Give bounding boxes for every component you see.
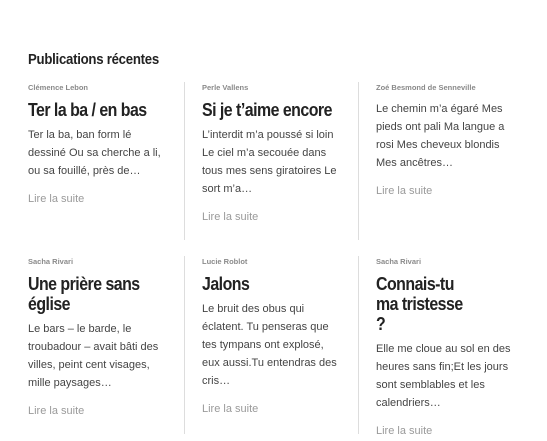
post-card <box>28 256 184 419</box>
read-more-link[interactable]: Lire la suite <box>28 405 85 417</box>
read-more-link[interactable]: Lire la suite <box>202 211 259 223</box>
post-card <box>28 82 184 207</box>
post-card <box>202 256 358 417</box>
post-title[interactable]: Jalons <box>202 273 250 294</box>
post-excerpt: Le chemin m’a égaré Mes pieds ont pali Ma langue a rosi Mes cheveux blondis Mes ancêtres… <box>376 103 505 169</box>
post-excerpt: Le bars – le barde, le troubadour – avait bâti des villes, peint cent visages, mille paysages… <box>28 323 159 389</box>
post-excerpt: Ter la ba, ban form lé dessiné Ou sa cherche a li, ou sa fouillé, près de… <box>28 129 161 177</box>
post-author: Sacha Rivari <box>28 257 74 266</box>
section-title: Publications récentes <box>28 51 159 68</box>
post-card <box>376 256 532 439</box>
read-more-link[interactable]: Lire la suite <box>376 425 433 437</box>
post-excerpt: L’interdit m’a poussé si loin Le ciel m’a secouée dans tous mes sens giratoires Le sort m’a… <box>202 129 337 195</box>
post-title[interactable]: Une prière sans église <box>28 273 140 314</box>
post-author: Lucie Roblot <box>202 257 248 266</box>
post-card <box>376 82 532 199</box>
recent-publications-section <box>28 50 538 437</box>
post-author: Sacha Rivari <box>376 257 422 266</box>
post-author: Zoé Besmond de Senneville <box>376 83 476 92</box>
post-excerpt: Le bruit des obus qui éclatent. Tu penseras que tes tympans ont explosé, eux aussi.Tu entendras des cris… <box>202 303 337 387</box>
post-title[interactable]: Ter la ba / en bas <box>28 99 147 120</box>
post-author: Clémence Lebon <box>28 83 89 92</box>
post-card <box>202 82 358 225</box>
post-title[interactable]: Si je t’aime encore <box>202 99 332 120</box>
read-more-link[interactable]: Lire la suite <box>202 403 259 415</box>
read-more-link[interactable]: Lire la suite <box>376 185 433 197</box>
post-excerpt: Elle me cloue au sol en des heures sans fin;Et les jours sont semblables et les calendriers… <box>376 343 511 409</box>
post-author: Perle Vallens <box>202 83 249 92</box>
read-more-link[interactable]: Lire la suite <box>28 193 85 205</box>
post-title[interactable]: Connais-tu ma tristesse ? <box>376 273 463 334</box>
